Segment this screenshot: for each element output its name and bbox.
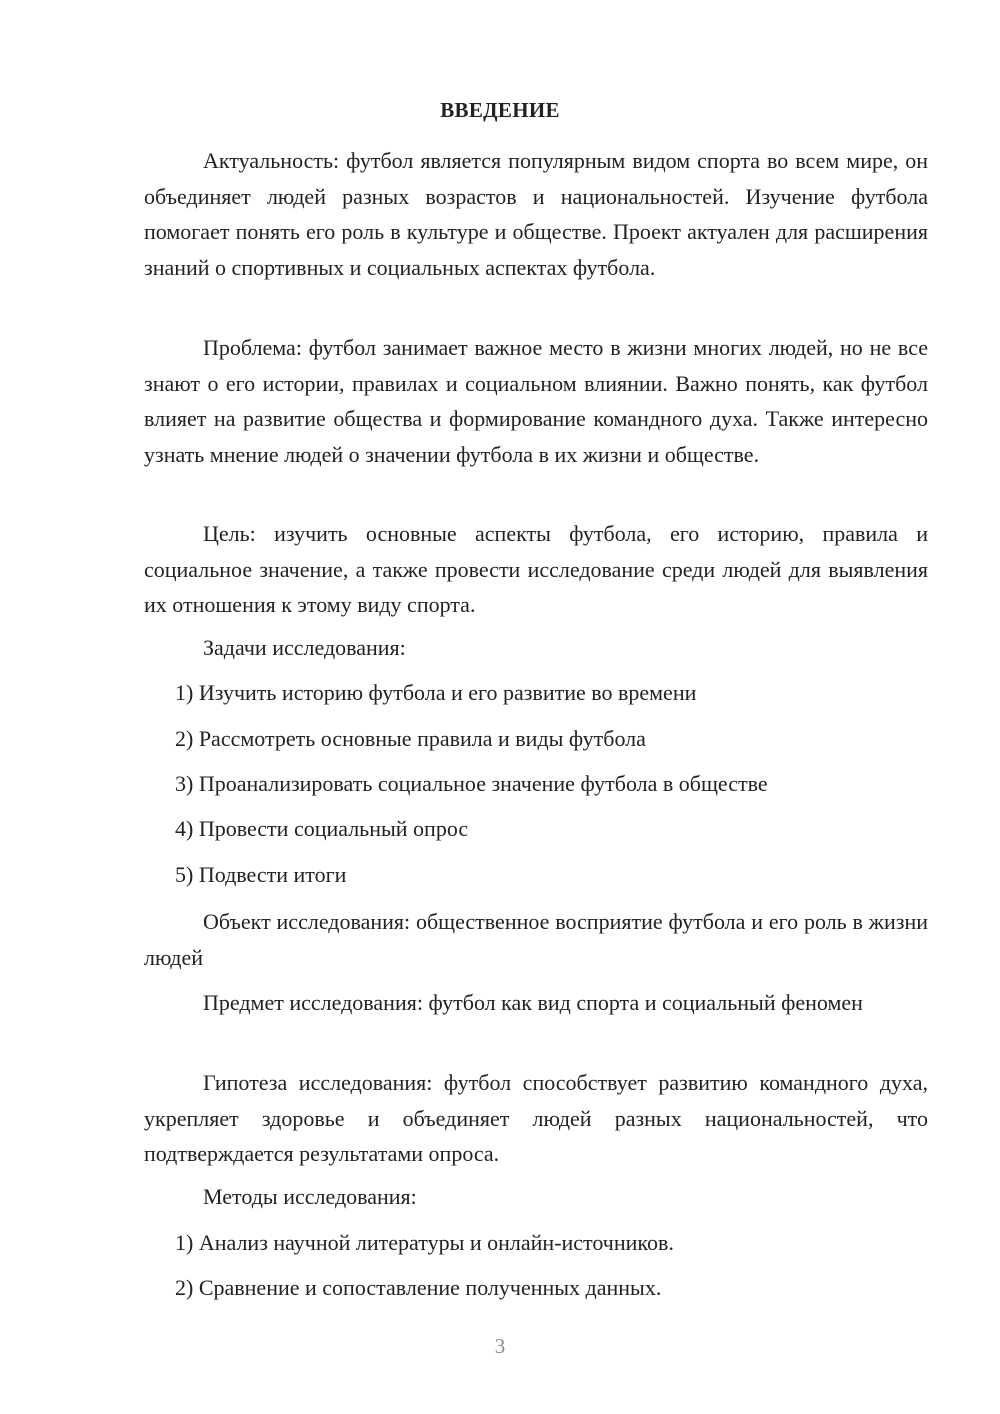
- methods-heading: Методы исследования:: [203, 1184, 417, 1209]
- paragraph-goal: Цель: изучить основные аспекты футбола, его историю, правила и социальное значение, а также провести исследование среди людей для выявления их отношения к этому виду спорта.: [144, 521, 928, 617]
- task-item: 5) Подвести итоги: [175, 862, 347, 887]
- paragraph-relevance: Актуальность: футбол является популярным видом спорта во всем мире, он объединяет людей разных возрастов и национальностей. Изучение футбола помогает понять его роль в культуре и обществе. Проект актуален для расширения знаний о спортивных и социальных аспектах футбола.: [144, 148, 928, 280]
- section-heading: ВВЕДЕНИЕ: [440, 98, 560, 122]
- paragraph-problem: Проблема: футбол занимает важное место в жизни многих людей, но не все знают о его истории, правилах и социальном влиянии. Важно понять, как футбол влияет на развитие общества и формирование командного духа. Также интересно узнать мнение людей о значении футбола в их жизни и обществе.: [144, 335, 928, 467]
- task-item: 3) Проанализировать социальное значение футбола в обществе: [175, 771, 768, 796]
- method-item: 1) Анализ научной литературы и онлайн-источников.: [175, 1230, 674, 1255]
- tasks-heading: Задачи исследования:: [203, 635, 406, 660]
- task-item: 4) Провести социальный опрос: [175, 816, 469, 841]
- paragraph-hypothesis: Гипотеза исследования: футбол способствует развитию командного духа, укрепляет здоровье и объединяет людей разных национальностей, что подтверждается результатами опроса.: [144, 1070, 928, 1166]
- paragraph-object: Объект исследования: общественное восприятие футбола и его роль в жизни людей: [144, 909, 928, 970]
- method-item: 2) Сравнение и сопоставление полученных данных.: [175, 1275, 662, 1300]
- task-item: 2) Рассмотреть основные правила и виды футбола: [175, 726, 646, 751]
- task-item: 1) Изучить историю футбола и его развитие во времени: [175, 680, 697, 705]
- paragraph-subject: Предмет исследования: футбол как вид спорта и социальный феномен: [203, 990, 863, 1015]
- page-number: 3: [494, 1334, 506, 1358]
